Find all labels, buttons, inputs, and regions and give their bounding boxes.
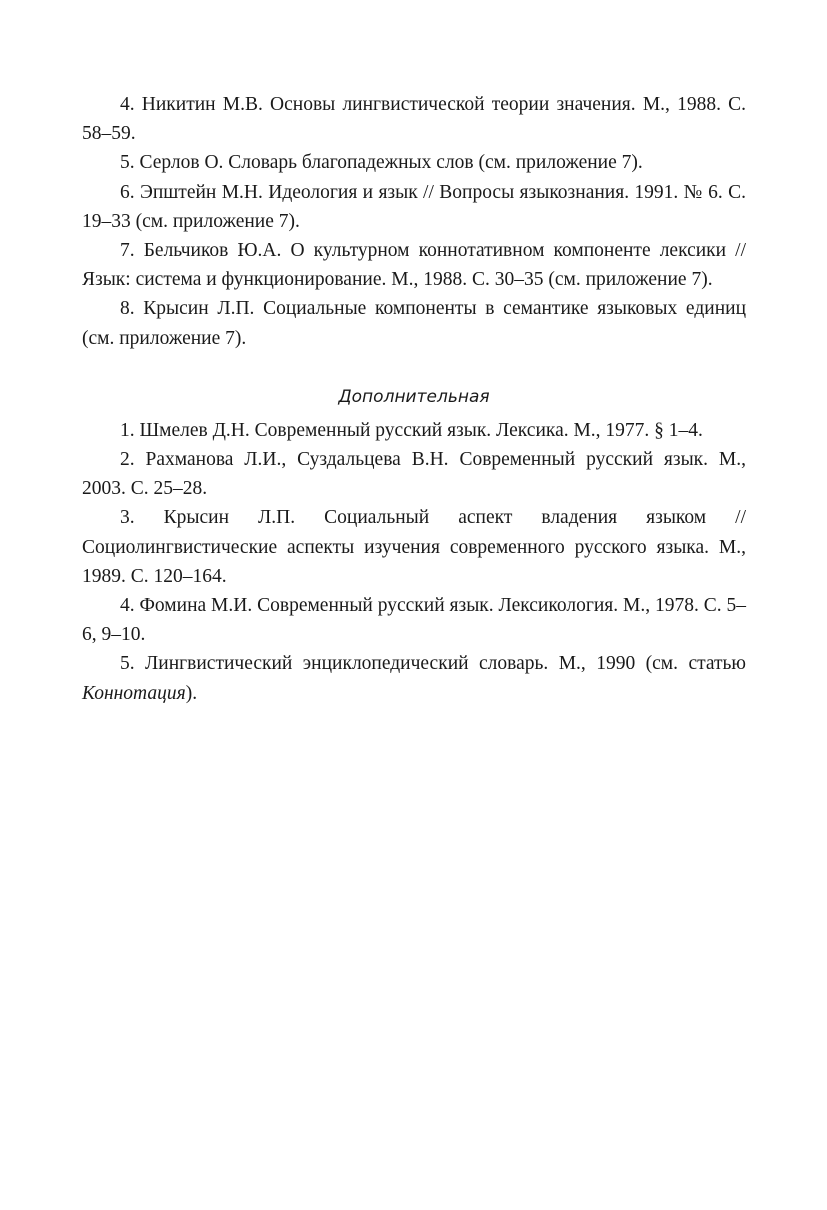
reference-item: 8. Крысин Л.П. Социальные компоненты в семантике языковых единиц (см. приложение 7). [82,298,746,349]
reference-item: 2. Рахманова Л.И., Суздальцева В.Н. Современный русский язык. М., 2003. С. 25–28. [82,449,746,500]
reference-item [82,649,746,707]
reference-text: 5. Лингвистический энциклопедический словарь. М., 1990 (см. статью [120,653,746,675]
reference-item: 5. Серлов О. Словарь благопадежных слов (см. приложение 7). [120,152,643,174]
reference-item: 6. Эпштейн М.Н. Идеология и язык // Вопросы языкознания. 1991. № 6. С. 19–33 (см. приложение 7). [82,181,746,232]
main-references-list [82,90,746,353]
page-content [82,90,746,708]
reference-text: ). [185,682,198,704]
additional-references-list [82,416,746,708]
reference-item: 4. Фомина М.И. Современный русский язык. Лексикология. М., 1978. С. 5–6, 9–10. [82,595,746,646]
additional-section-heading: Дополнительная [338,386,490,407]
reference-item: 3. Крысин Л.П. Социальный аспект владения языком // Социолингвистические аспекты изучения современного русского языка. М., 1989. С. 120–164. [82,507,746,587]
reference-italic-term: Коннотация [82,682,186,704]
reference-item: 1. Шмелев Д.Н. Современный русский язык. Лексика. М., 1977. § 1–4. [120,419,703,441]
reference-item: 4. Никитин М.В. Основы лингвистической теории значения. М., 1988. С. 58–59. [82,94,746,145]
reference-item: 7. Бельчиков Ю.А. О культурном коннотативном компоненте лексики // Язык: система и функционирование. М., 1988. С. 30–35 (см. приложение 7). [82,240,746,291]
